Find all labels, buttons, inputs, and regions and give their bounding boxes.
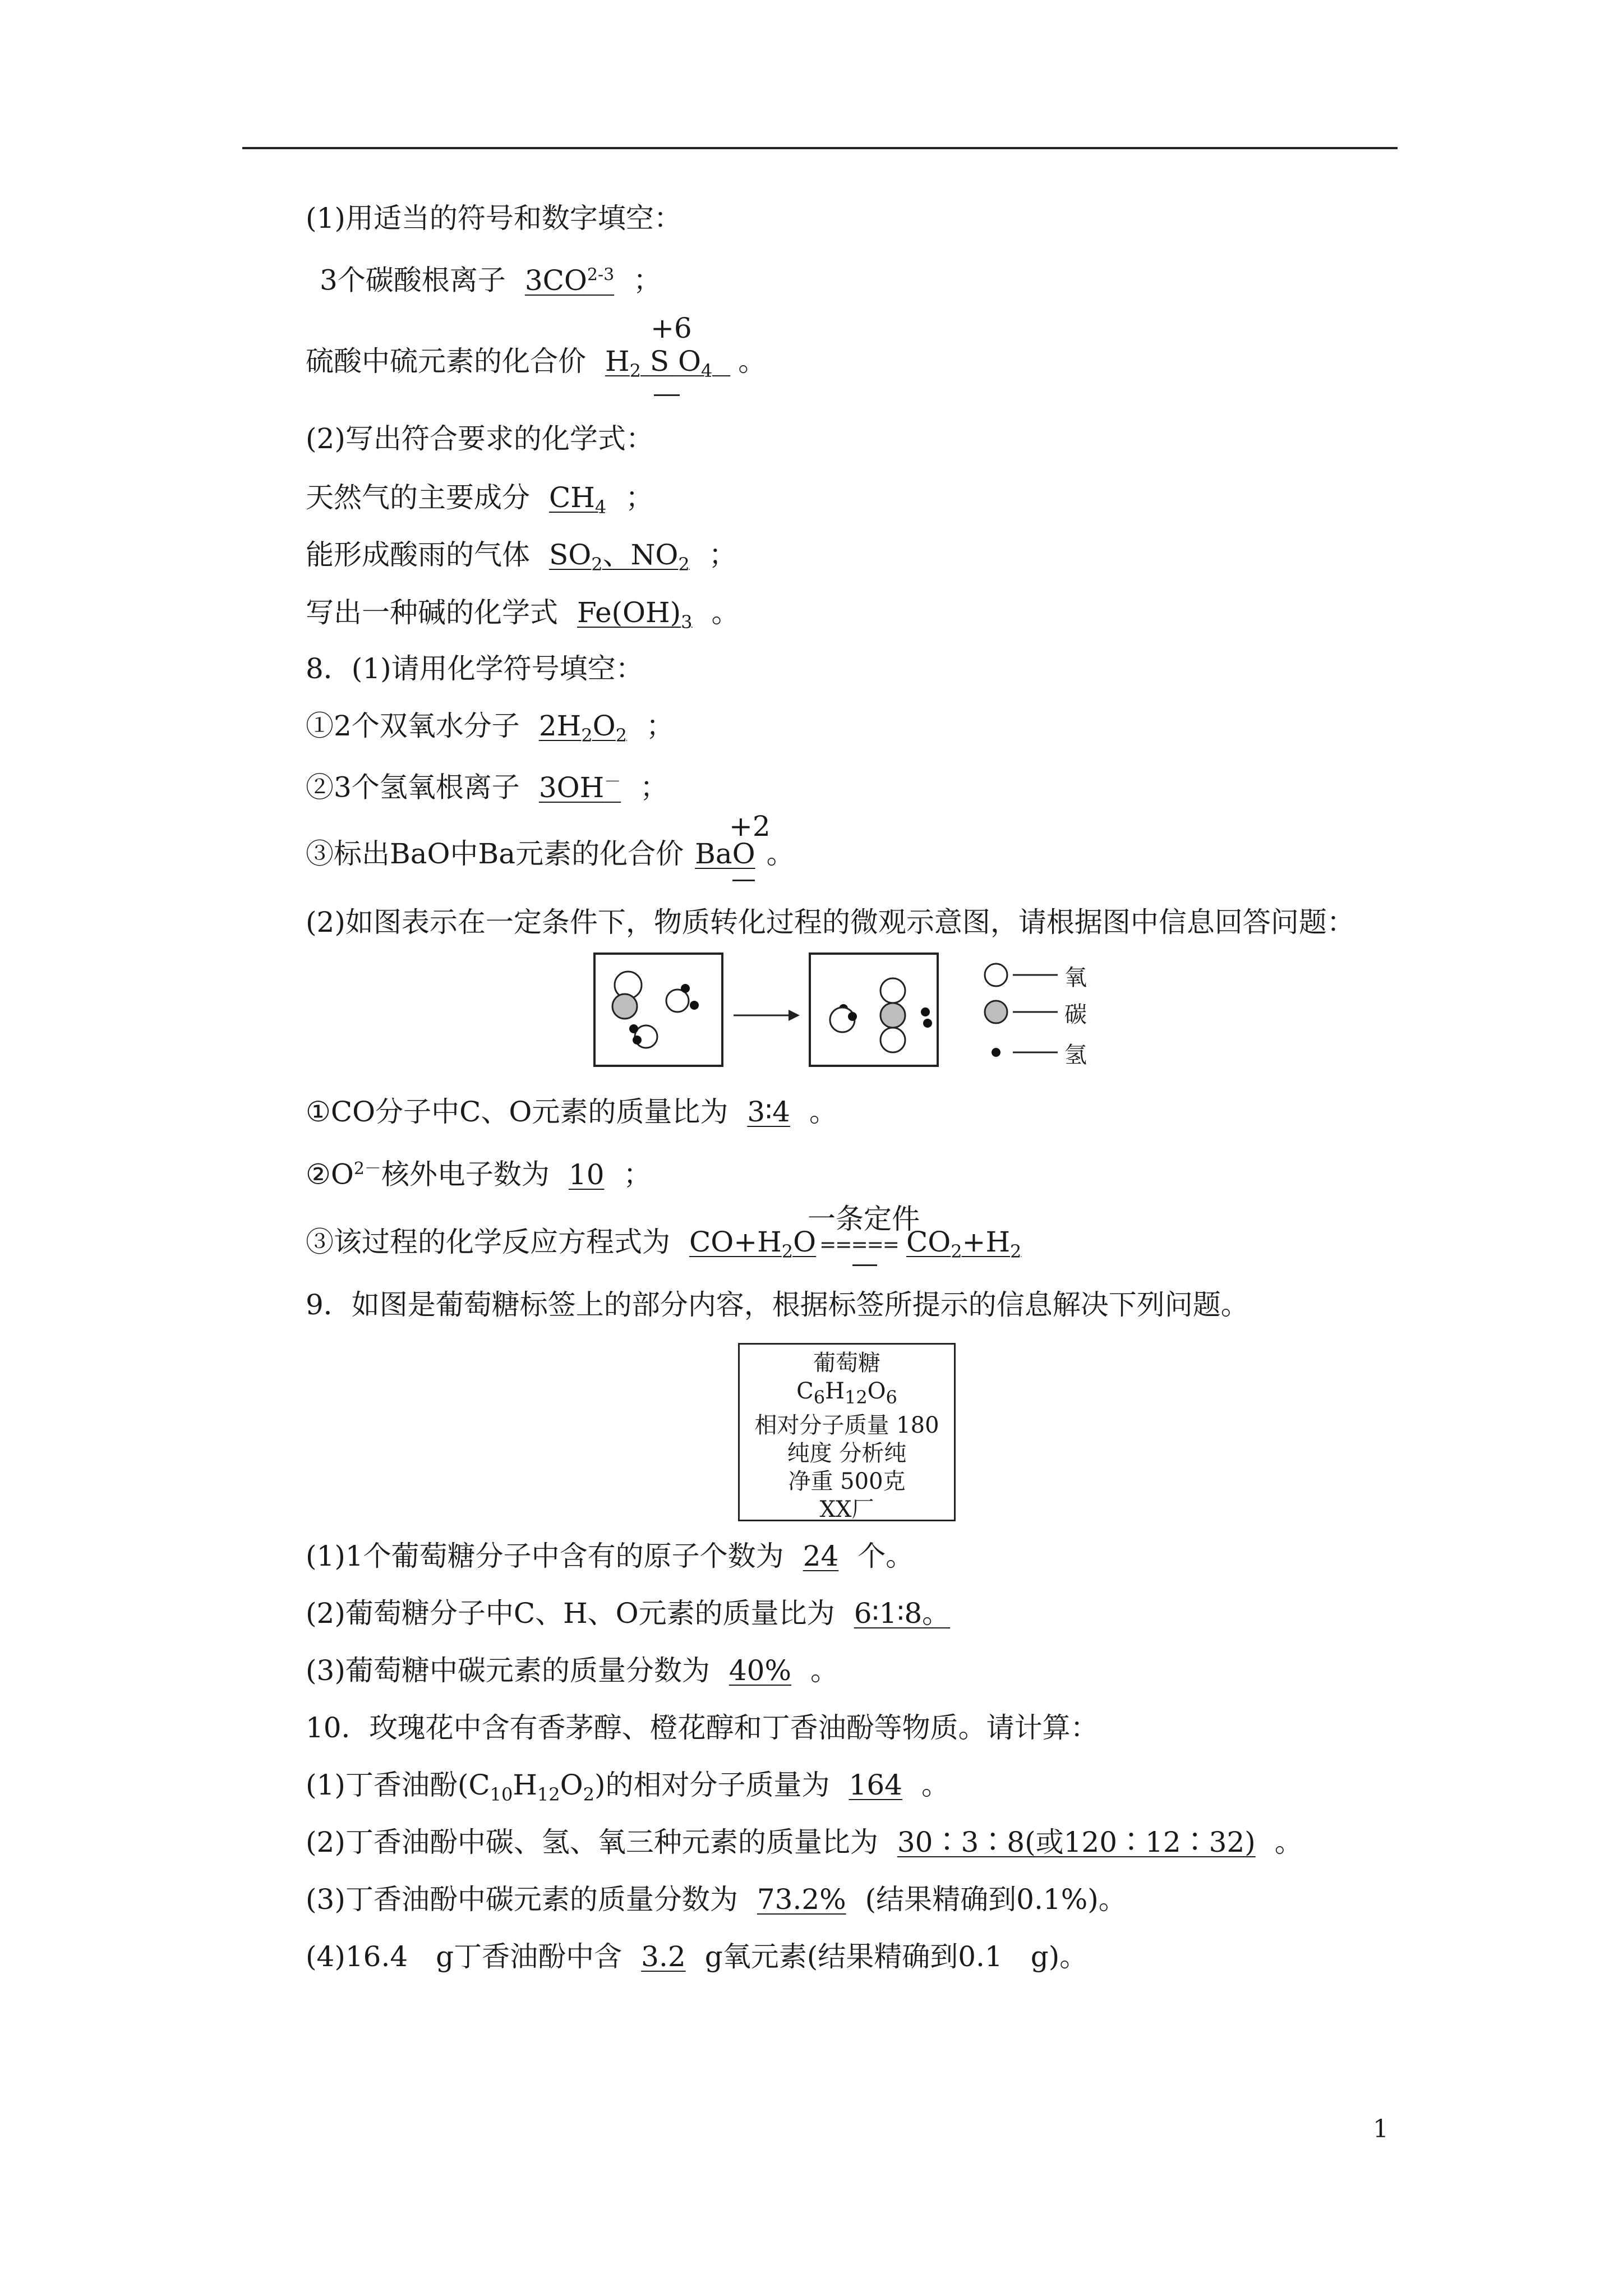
q8-part2-title: (2)如图表示在一定条件下，物质转化过程的微观示意图，请根据图中信息回答问题： xyxy=(306,906,1355,938)
hydrogen-atom xyxy=(921,1007,930,1016)
answer-atoms: 24 xyxy=(803,1540,839,1572)
label-maker: XX厂 xyxy=(819,1497,874,1522)
valence-plus2: +2 xyxy=(729,810,771,843)
q7-line-base: 写出一种碱的化学式 $Fe(OH)_3$ 。 xyxy=(306,596,740,633)
q8-line-h2o2: ①2个双氧水分子 $2H_2O_2$ ； xyxy=(306,710,674,746)
legend-oxygen-label: 氧 xyxy=(1064,965,1087,991)
oxygen-atom xyxy=(880,978,905,1003)
arrow-head xyxy=(789,1010,800,1021)
answer-electrons: 10 xyxy=(568,1158,605,1191)
answer-h2so4: $H_2$ S $O_4$ xyxy=(605,345,713,381)
answer-ratio: 6∶1∶8。 xyxy=(854,1597,951,1630)
valence-plus6: +6 xyxy=(651,312,692,344)
answer-ch4: $CH_4$ xyxy=(549,481,607,518)
label-name: 葡萄糖 xyxy=(813,1350,880,1376)
reaction-diagram xyxy=(594,954,1122,1099)
answer-equation-right: $CO_2+H_2$ xyxy=(906,1226,1022,1262)
answer-mass: 164 xyxy=(849,1769,902,1801)
q8-line-hydroxide: ②3个氢氧根离子 3OH－ ； xyxy=(306,771,668,804)
answer-3oh: 3OH－ xyxy=(538,771,621,804)
header-rule xyxy=(242,147,1398,149)
q7-part1-title: (1)用适当的符号和数字填空： xyxy=(306,202,682,234)
answer-equation-left: $CO+H_2O$ xyxy=(689,1226,817,1262)
glucose-label xyxy=(738,1343,956,1521)
q10-title: 10．玫瑰花中含有香茅醇、橙花醇和丁香油酚等物质。请计算： xyxy=(306,1711,1099,1744)
q10-line-ratio: (2)丁香油酚中碳、氢、氧三种元素的质量比为 30∶3∶8(或120∶12∶32) 。 xyxy=(306,1826,1303,1858)
valence-bar-ba xyxy=(732,880,755,881)
q9-line-ratio: (2)葡萄糖分子中C、H、O元素的质量比为 6∶1∶8。 xyxy=(306,1595,969,1631)
q9-line-atoms: (1)1个葡萄糖分子中含有的原子个数为 24 个。 xyxy=(306,1540,914,1572)
answer-2h2o2: $2H_2O_2$ xyxy=(538,710,627,746)
q8-title: 8．(1)请用化学符号填空： xyxy=(306,652,644,685)
label-mass: 相对分子质量 180 xyxy=(754,1412,939,1438)
q7-line-carbonate: 3个碳酸根离子 3CO$^{2-3}$ ； xyxy=(320,264,662,297)
q7-line-sulfur-valence: 硫酸中硫元素的化合价 $H_2$ S $O_4$ 。 xyxy=(306,345,767,381)
product-box xyxy=(810,954,938,1066)
hydrogen-atom xyxy=(633,1036,642,1045)
answer-oxygen-mass: 3.2 xyxy=(641,1940,686,1973)
legend-hydrogen-label: 氢 xyxy=(1064,1042,1087,1068)
q7-line-natural-gas: 天然气的主要成分 $CH_4$ ； xyxy=(306,481,654,518)
q10-line-oxygen: (4)16.4 g丁香油酚中含 3.2 g氧元素(结果精确到0.1 g)。 xyxy=(306,1940,1088,1973)
q8-line-electrons: $②O^{2-}$核外电子数为 10 ； xyxy=(306,1158,652,1191)
oxygen-atom xyxy=(880,1028,905,1052)
q8-line-equation: ③该过程的化学反应方程式为 $CO+H_2O$ ===== $CO_2+H_2$ xyxy=(306,1224,1035,1269)
carbon-atom xyxy=(880,1003,905,1028)
label-weight: 净重 500克 xyxy=(788,1469,906,1494)
hydrogen-atom xyxy=(681,984,690,993)
answer-feoh3: $Fe(OH)_3$ xyxy=(577,596,693,633)
q10-line-fraction: (3)丁香油酚中碳元素的质量分数为 73.2% (结果精确到0.1%)。 xyxy=(306,1883,1127,1916)
hydrogen-atom xyxy=(923,1019,932,1028)
q7-line-acid-rain: 能形成酸雨的气体 $SO_2$、$NO_2$ ； xyxy=(306,539,737,575)
answer-element-ratio: 30∶3∶8(或120∶12∶32) xyxy=(897,1826,1256,1858)
hydrogen-atom xyxy=(690,1001,699,1010)
q8-line-bao: ③标出BaO中Ba元素的化合价 BaO 。 xyxy=(306,838,795,870)
equals-sign: ===== xyxy=(819,1234,898,1257)
answer-so2-no2: $SO_2$、$NO_2$ xyxy=(549,539,690,575)
label-purity: 纯度 分析纯 xyxy=(787,1441,907,1466)
legend-oxygen-icon xyxy=(985,964,1007,986)
legend-carbon-icon xyxy=(985,1001,1007,1023)
hydrogen-atom xyxy=(848,1012,857,1021)
answer-carbonate: 3CO$^{2-3}$ xyxy=(524,264,615,297)
q8-line-co-ratio: ①CO分子中C、O元素的质量比为 3∶4 。 xyxy=(306,1096,837,1128)
equation-bar xyxy=(852,1264,877,1266)
valence-bar xyxy=(654,394,680,396)
hydrogen-atom xyxy=(629,1024,638,1033)
q7-part2-title: (2)写出符合要求的化学式： xyxy=(306,422,654,455)
legend-hydrogen-icon xyxy=(992,1048,1000,1057)
legend-carbon-label: 碳 xyxy=(1064,1002,1087,1028)
answer-carbon-fraction: 73.2% xyxy=(757,1883,846,1916)
answer-bao: BaO xyxy=(695,838,755,870)
reaction-condition: 一条定件 xyxy=(808,1203,920,1235)
q9-title: 9．如图是葡萄糖标签上的部分内容，根据标签所提示的信息解决下列问题。 xyxy=(306,1289,1249,1321)
q10-line-mass: (1)丁香油酚$(C_{10}H_{12}O_2)$的相对分子质量为 164 。 xyxy=(306,1769,949,1805)
page-number: 1 xyxy=(1373,2115,1389,2143)
label-formula: $C_6H_{12}O_6$ xyxy=(796,1378,897,1408)
q9-line-fraction: (3)葡萄糖中碳元素的质量分数为 40% 。 xyxy=(306,1654,838,1687)
carbon-atom xyxy=(612,994,637,1019)
answer-co-ratio: 3∶4 xyxy=(747,1096,790,1128)
answer-fraction: 40% xyxy=(728,1654,791,1687)
